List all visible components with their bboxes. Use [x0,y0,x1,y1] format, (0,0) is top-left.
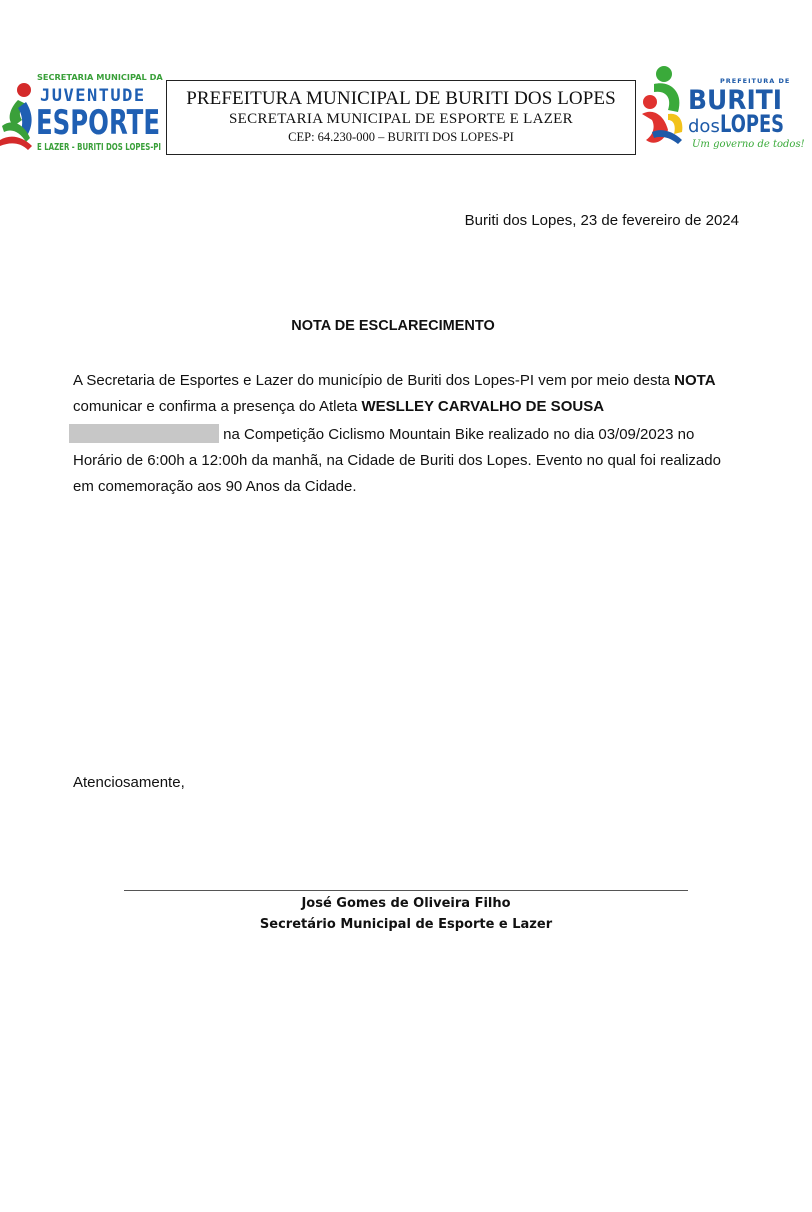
closing-text: Atenciosamente, [73,774,185,791]
signatory-role: Secretário Municipal de Esporte e Lazer [259,917,553,932]
logo-right-dos: dos [688,116,720,137]
body-line-2 [73,397,753,416]
body-line-3 [73,424,753,444]
redacted-block [69,424,219,443]
letterhead-secretaria: SECRETARIA MUNICIPAL DE ESPORTE E LAZER [229,111,573,127]
logo-left-line3: ESPORTE [36,103,160,143]
logo-right-lopes: LOPES [720,110,784,138]
logo-right-small: PREFEITURA DE [720,77,791,85]
body-line-5: em comemoração aos 90 Anos da Cidade. [73,478,357,495]
runner-icon [0,83,32,150]
buriti-dos-lopes-logo [638,62,805,158]
document-date: Buriti dos Lopes, 23 de fevereiro de 2024 [464,212,739,229]
athlete-name: WESLLEY CARVALHO DE SOUSA [361,398,605,415]
people-emblem-icon [642,66,682,144]
body-line-1-bold: NOTA [674,372,716,389]
signatory-name: José Gomes de Oliveira Filho [301,896,511,911]
body-line-2-text: comunicar e confirma a presença do Atleta [73,398,362,415]
logo-left-line1: SECRETARIA MUNICIPAL DA [37,72,163,82]
body-line-3-text: na Competição Ciclismo Mountain Bike realizado no dia 03/09/2023 no [219,426,695,443]
letterhead-prefeitura: PREFEITURA MUNICIPAL DE BURITI DOS LOPES [186,88,616,109]
body-line-1-text: A Secretaria de Esportes e Lazer do município de Buriti dos Lopes-PI vem por meio desta [73,372,675,389]
signature-line [124,890,688,891]
letterhead-cep: CEP: 64.230-000 – BURITI DOS LOPES-PI [288,130,514,144]
logo-right-tagline: Um governo de todos! [692,139,805,150]
body-line-1 [73,371,753,390]
body-line-4: Horário de 6:00h a 12:00h da manhã, na Cidade de Buriti dos Lopes. Evento no qual foi realizado [73,452,721,469]
document-title: NOTA DE ESCLARECIMENTO [291,318,495,334]
letterhead-box [166,80,636,155]
juventude-esporte-logo [0,68,162,158]
logo-left-line2: JUVENTUDE [40,86,146,106]
logo-right-buriti: BURITI [688,85,782,116]
logo-left-line4: E LAZER - BURITI DOS LOPES-PI [37,142,161,153]
